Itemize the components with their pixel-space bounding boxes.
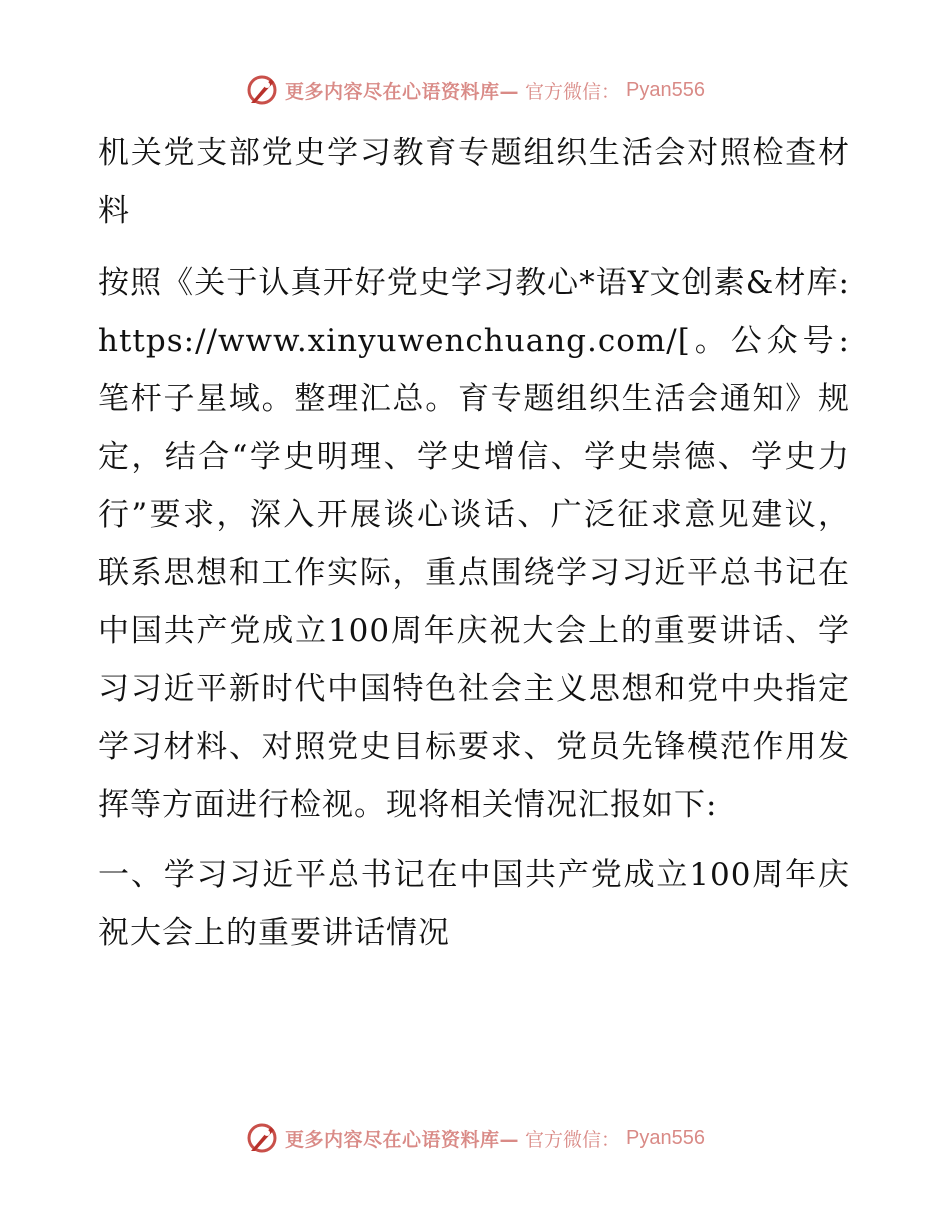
watermark-wechat-label: 官方微信：: [525, 1128, 621, 1151]
watermark-wechat-id: Pyan556: [626, 78, 705, 101]
intro-paragraph: 按照《关于认真开好党史学习教心*语Ұ文创素&材库: https://www.xinyuwenchuang.com/[。公众号: 笔杆子星域。整理汇总。育专题组织生活会通知》规定，结合“学史明理、学史增信、学史崇德、学史力行”要求，深入开展谈心谈话、广泛征求意见建议，联系思想和工作实际，重点围绕学习习近平总书记在中国共产党成立100周年庆祝大会上的重要讲话、学习习近平新时代中国特色社会主义思想和党中央指定学习材料、对照党史目标要求、党员先锋模范作用发挥等方面进行检视。现将相关情况汇报如下:: [98, 265, 850, 823]
header-watermark: [0, 70, 950, 110]
watermark-text: 更多内容尽在心语资料库—: [285, 80, 520, 103]
footer-watermark: [0, 1118, 950, 1158]
watermark-text: 更多内容尽在心语资料库—: [285, 1128, 520, 1151]
quill-circle-icon: [245, 73, 279, 107]
watermark-wechat-id: Pyan556: [626, 1126, 705, 1149]
watermark-wechat-label: 官方微信：: [525, 80, 621, 103]
document-body: [98, 124, 850, 962]
quill-circle-icon: [245, 1121, 279, 1155]
document-title: 机关党支部党史学习教育专题组织生活会对照检查材料: [98, 135, 850, 229]
section-heading-1: 一、学习习近平总书记在中国共产党成立100周年庆祝大会上的重要讲话情况: [98, 857, 850, 951]
